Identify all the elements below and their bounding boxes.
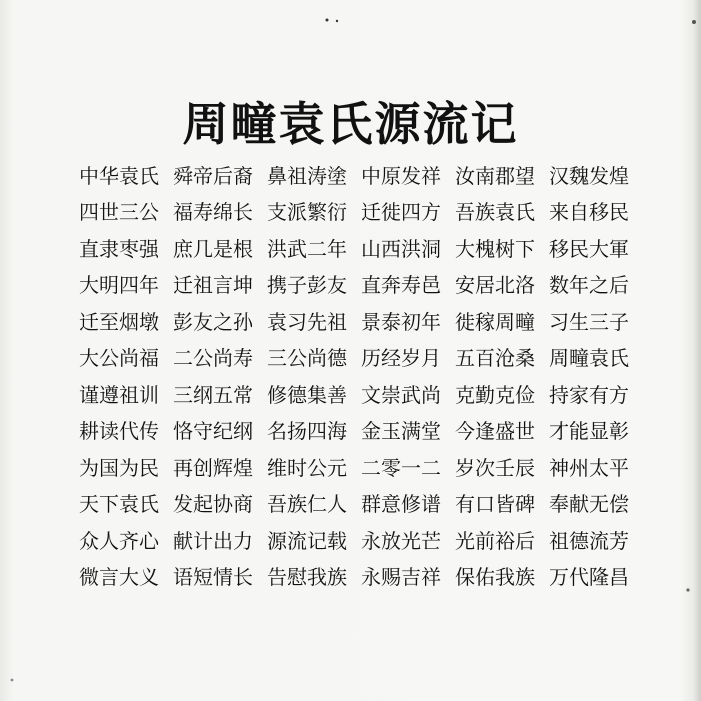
- poem-phrase: 景泰初年: [361, 309, 441, 334]
- poem-phrase: 彭友之孙: [173, 309, 253, 334]
- poem-phrase: 再创辉煌: [173, 455, 253, 480]
- poem-phrase: 三公尚德: [267, 346, 347, 371]
- poem-phrase: 汝南郡望: [455, 163, 535, 188]
- poem-phrase: 五百沧桑: [455, 346, 535, 371]
- poem-phrase: 舜帝后裔: [173, 163, 253, 188]
- poem-phrase: 周疃袁氏: [549, 346, 629, 371]
- poem-phrase: 众人齐心: [79, 528, 159, 553]
- poem-phrase: 光前裕后: [455, 528, 535, 553]
- poem-phrase: 源流记载: [267, 528, 347, 553]
- poem-phrase: 四世三公: [79, 200, 159, 225]
- poem-phrase: 修德集善: [267, 382, 347, 407]
- poem-phrase: 直奔寿邑: [361, 273, 441, 298]
- poem-phrase: 大公尚福: [79, 346, 159, 371]
- poem-phrase: 群意修谱: [361, 492, 441, 517]
- poem-phrase: 洪武二年: [267, 236, 347, 261]
- speck: [692, 20, 696, 24]
- poem-phrase: 保佑我族: [455, 565, 535, 590]
- poem-phrase: 祖德流芳: [549, 528, 629, 553]
- poem-phrase: 二公尚寿: [173, 346, 253, 371]
- document-title: 周疃袁氏源流记: [182, 97, 519, 151]
- poem-phrase: 万代隆昌: [549, 565, 629, 590]
- poem-phrase: 文崇武尚: [361, 382, 441, 407]
- poem-phrase: 福寿绵长: [173, 200, 253, 225]
- poem-phrase: 克勤克俭: [455, 382, 535, 407]
- poem-phrase: 鼻祖涛塗: [267, 163, 347, 188]
- poem-phrase: 山西洪洞: [361, 236, 441, 261]
- poem-phrase: 携子彭友: [267, 273, 347, 298]
- poem-phrase: 数年之后: [549, 273, 629, 298]
- poem-phrase: 历经岁月: [361, 346, 441, 371]
- poem-phrase: 微言大义: [79, 565, 159, 590]
- poem-phrase: 献计出力: [173, 528, 253, 553]
- poem-phrase: 才能显彰: [549, 419, 629, 444]
- poem-phrase: 三纲五常: [173, 382, 253, 407]
- poem-phrase: 为国为民: [79, 455, 159, 480]
- poem-phrase: 维时公元: [267, 455, 347, 480]
- poem-phrase: 永赐吉祥: [361, 565, 441, 590]
- poem-phrase: 移民大軍: [549, 236, 629, 261]
- poem-phrase: 来自移民: [549, 200, 629, 225]
- poem-phrase: 金玉满堂: [361, 419, 441, 444]
- speck: [11, 679, 14, 682]
- poem-phrase: 谨遵祖训: [79, 382, 159, 407]
- poem-phrase: 迁徙四方: [361, 200, 441, 225]
- poem-phrase: 发起协商: [173, 492, 253, 517]
- poem-phrase: 奉献无偿: [549, 492, 629, 517]
- poem-phrase: 二零一二: [361, 455, 441, 480]
- poem-phrase: 恪守纪纲: [173, 419, 253, 444]
- speck: [326, 19, 329, 22]
- poem-phrase: 中原发祥: [361, 163, 441, 188]
- poem-phrase: 岁次壬辰: [455, 455, 535, 480]
- poem-phrase: 有口皆碑: [455, 492, 535, 517]
- poem-phrase: 耕读代传: [79, 419, 159, 444]
- poem-phrase: 支派繁衍: [267, 200, 347, 225]
- poem-phrase: 庶几是根: [173, 236, 253, 261]
- poem-phrase: 名扬四海: [267, 419, 347, 444]
- poem-phrase: 袁习先祖: [267, 309, 347, 334]
- poem-phrase: 持家有方: [549, 382, 629, 407]
- poem-phrase: 迁祖言坤: [173, 273, 253, 298]
- poem-phrase: 神州太平: [549, 455, 629, 480]
- poem-phrase: 直隶枣强: [79, 236, 159, 261]
- poem-phrase: 今逢盛世: [455, 419, 535, 444]
- poem-phrase: 习生三子: [549, 309, 629, 334]
- poem-phrase: 天下袁氏: [79, 492, 159, 517]
- poem-phrase: 汉魏发煌: [549, 163, 629, 188]
- poem-phrase: 永放光芒: [361, 528, 441, 553]
- poem-phrase: 安居北洛: [455, 273, 535, 298]
- poem-phrase: 语短情长: [173, 565, 253, 590]
- speck: [336, 20, 338, 22]
- poem-phrase: 大明四年: [79, 273, 159, 298]
- poem-phrase: 徙稼周疃: [455, 309, 535, 334]
- poem-phrase: 吾族袁氏: [455, 200, 535, 225]
- speck: [686, 588, 689, 591]
- poem-grid: [73, 156, 637, 594]
- poem-phrase: 中华袁氏: [79, 163, 159, 188]
- poem-phrase: 吾族仁人: [267, 492, 347, 517]
- poem-phrase: 大槐树下: [455, 236, 535, 261]
- poem-phrase: 告慰我族: [267, 565, 347, 590]
- poem-phrase: 迁至烟墩: [79, 309, 159, 334]
